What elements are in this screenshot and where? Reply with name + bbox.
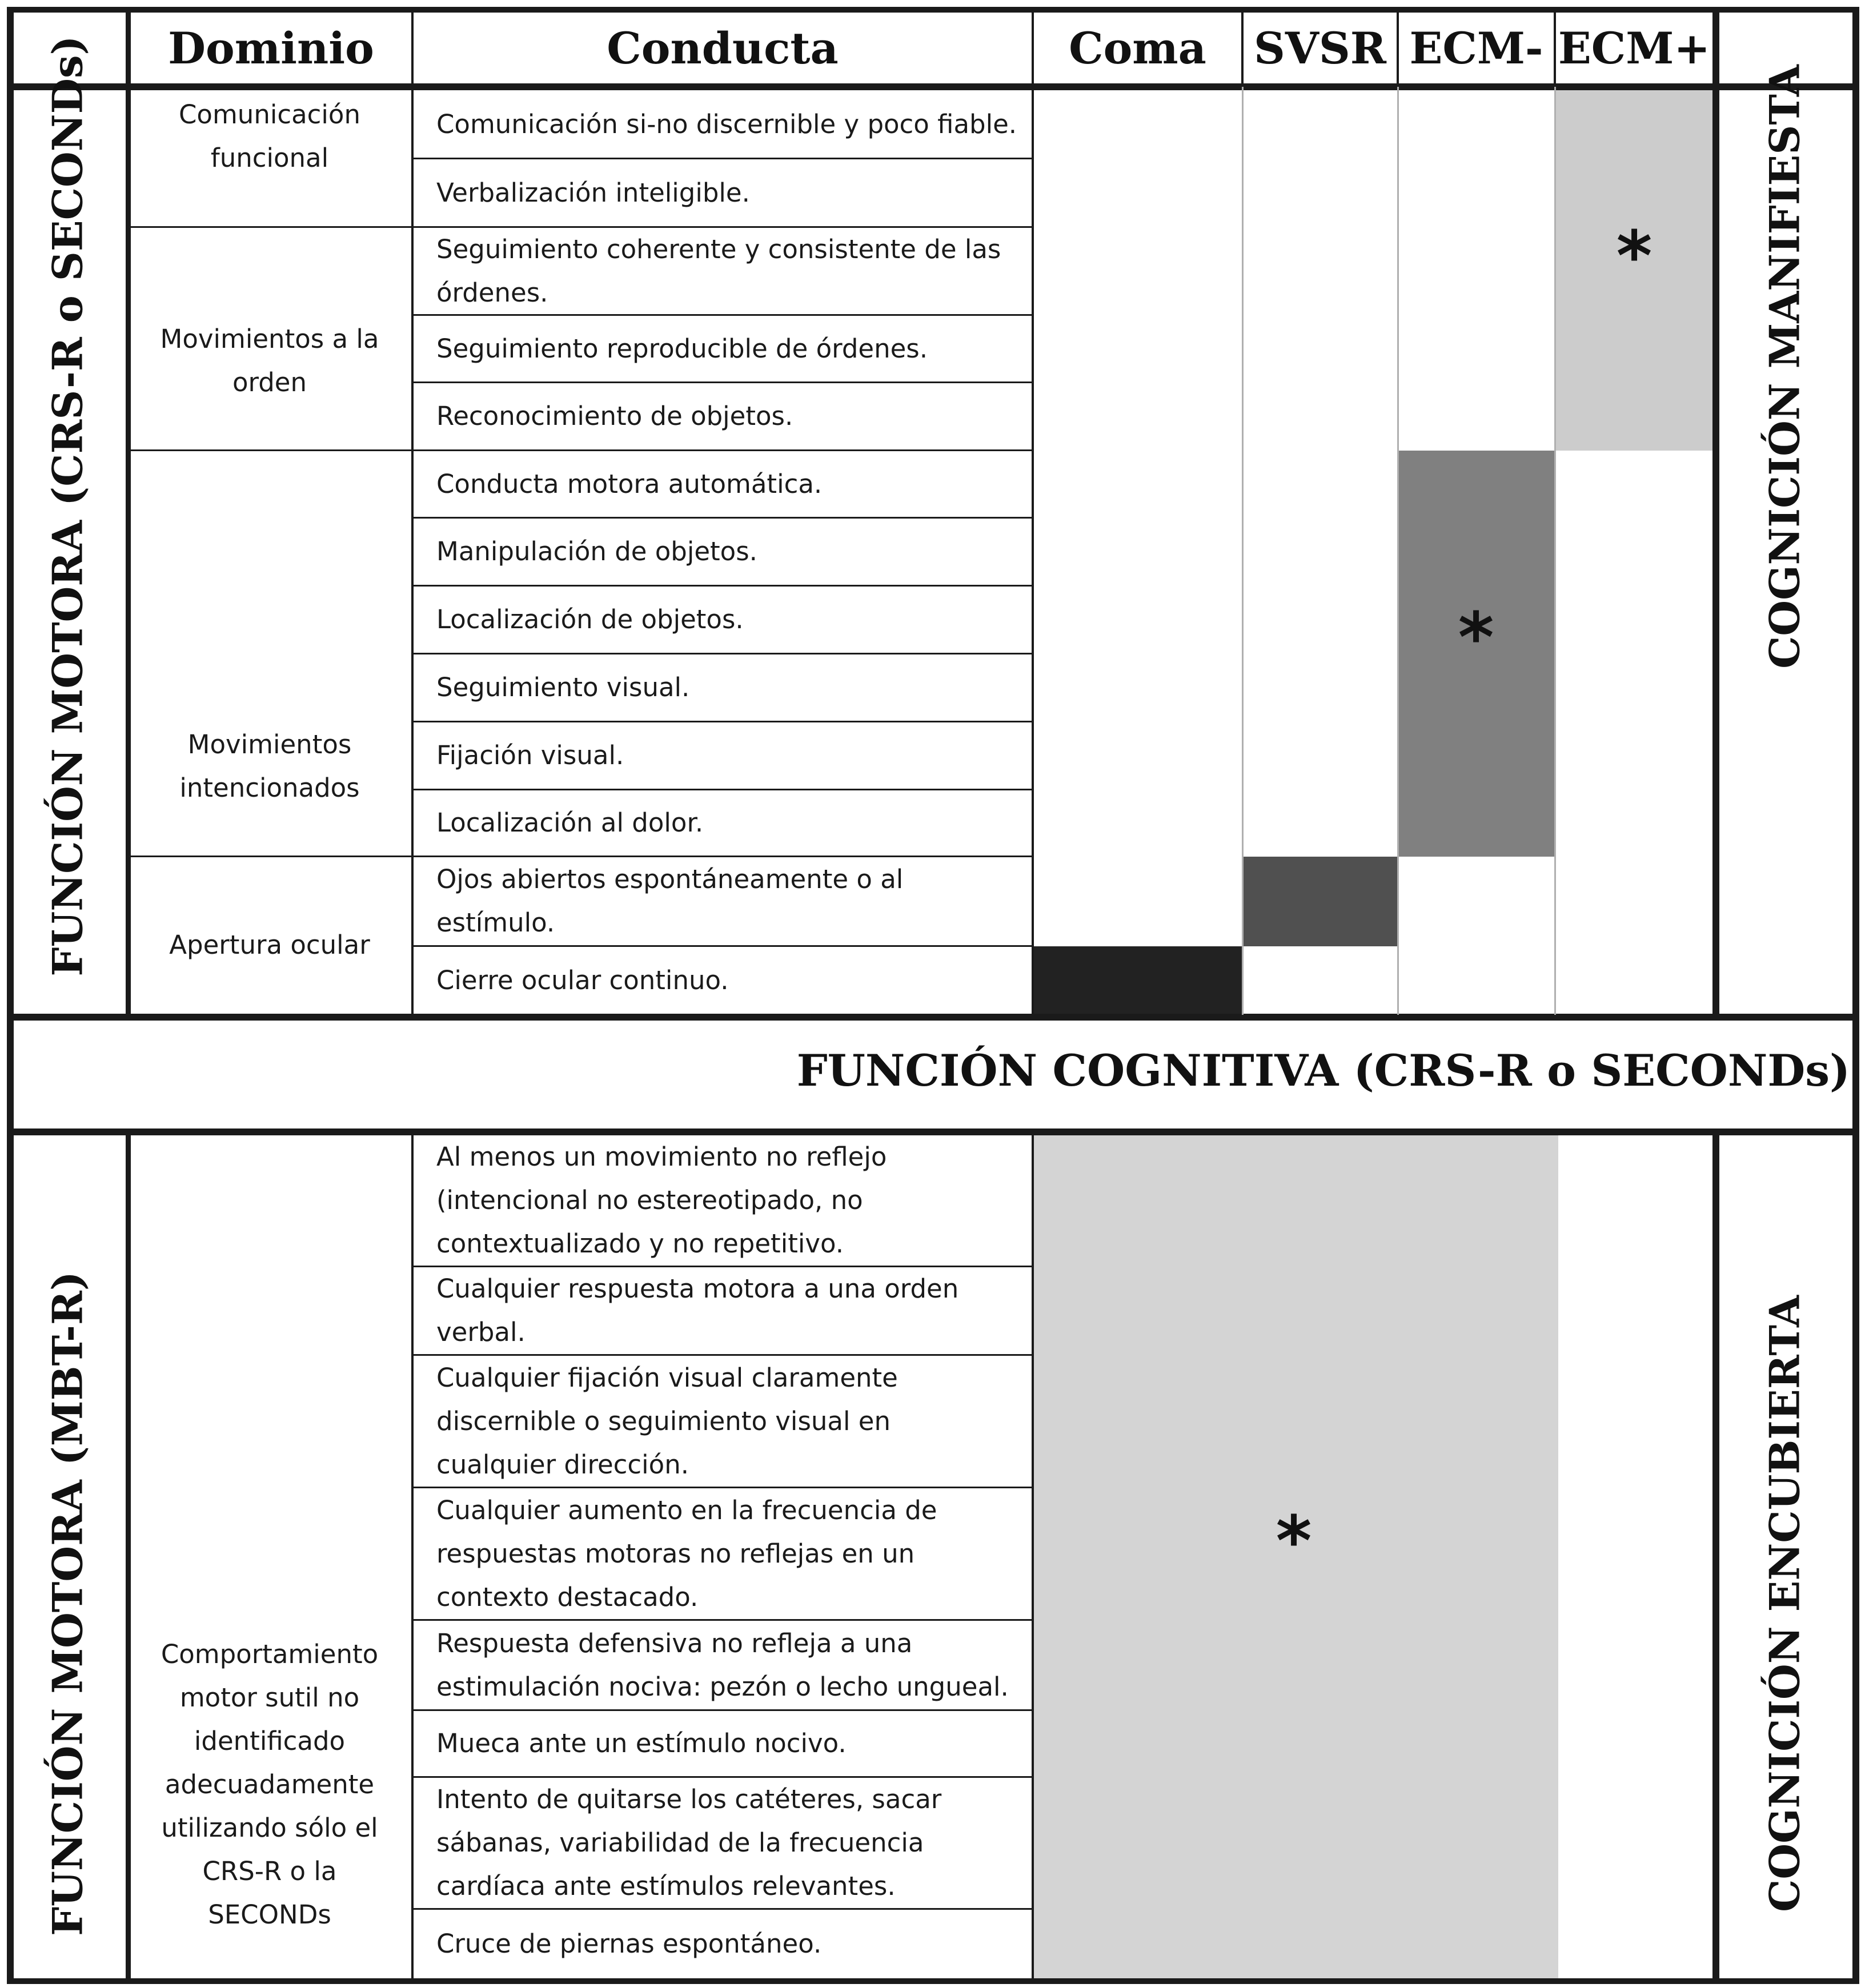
behavior-row: Conducta motora automática. [436, 468, 823, 499]
behavior-row: Ojos abiertos espontáneamente o al estímulo. [436, 864, 904, 938]
behavior-row: Cruce de piernas espontáneo. [436, 1929, 822, 1959]
behavior-row: Al menos un movimiento no reflejo (intencional no estereotipado, no contextualizado y no repetitivo. [436, 1142, 887, 1259]
behavior-row: Mueca ante un estímulo nocivo. [436, 1728, 847, 1758]
behavior-row: Reconocimiento de objetos. [436, 401, 793, 431]
header-behavior: Conducta [607, 23, 839, 74]
behavior-row: Manipulación de objetos. [436, 536, 757, 567]
header-state-svsr: SVSR [1254, 23, 1386, 74]
domain-movimientos-orden: Movimientos a la orden [160, 324, 379, 397]
lower-left-label: FUNCIÓN MOTORA (MBT-R) [43, 1271, 92, 1936]
behavior-row: Cualquier respuesta motora a una orden verbal. [436, 1274, 959, 1347]
upper-right-label: COGNICIÓN MANIFIESTA [1760, 65, 1809, 669]
behavior-row: Intento de quitarse los catéteres, sacar sábanas, variabilidad de la frecuencia cardíaca ante estímulos relevantes. [436, 1784, 942, 1901]
behavior-row: Cualquier aumento en la frecuencia de respuestas motoras no reflejas en un contexto destacado. [436, 1495, 937, 1612]
behavior-row: Seguimiento reproducible de órdenes. [436, 333, 928, 364]
behavior-row: Localización al dolor. [436, 808, 704, 838]
lower-right-label: COGNICIÓN ENCUBIERTA [1760, 1295, 1809, 1912]
behavior-row: Comunicación si-no discernible y poco fiable. [436, 109, 1017, 139]
svsr-fill [1242, 857, 1398, 946]
header-domain: Dominio [168, 23, 374, 74]
header-state-coma: Coma [1069, 23, 1206, 74]
behavior-row: Cierre ocular continuo. [436, 965, 729, 995]
ecm-minus-marker: * [1458, 599, 1494, 678]
coma-fill [1034, 946, 1242, 1014]
ecm-plus-marker: * [1616, 217, 1653, 296]
behavior-row: Verbalización inteligible. [436, 177, 750, 208]
behavior-row: Localización de objetos. [436, 604, 744, 634]
domain-comunicacion: Comunicación funcional [179, 99, 360, 173]
behavior-row: Seguimiento coherente y consistente de las órdenes. [436, 234, 1001, 308]
domain-movimientos-intencionados: Movimientos intencionados [179, 729, 360, 803]
middle-banner: FUNCIÓN COGNITIVA (CRS-R o SECONDs) [796, 1045, 1850, 1096]
upper-left-label: FUNCIÓN MOTORA (CRS-R o SECONDs) [43, 35, 92, 977]
behavior-row: Seguimiento visual. [436, 672, 690, 702]
domain-apertura-ocular: Apertura ocular [169, 930, 370, 960]
behavior-row: Cualquier fijación visual claramente discernible o seguimiento visual en cualquier dirección. [436, 1362, 898, 1480]
domain-comportamiento-sutil: Comportamiento motor sutil no identificado adecuadamente utilizando sólo el CRS-R o la SECONDs [161, 1639, 379, 1930]
header-state-ecm-plus: ECM+ [1558, 23, 1711, 74]
header-state-ecm-minus: ECM- [1409, 23, 1543, 74]
behavior-row: Fijación visual. [436, 740, 624, 770]
covert-marker: * [1276, 1502, 1312, 1581]
behavior-row: Respuesta defensiva no refleja a una estimulación nociva: pezón o lecho ungueal. [436, 1628, 1009, 1702]
